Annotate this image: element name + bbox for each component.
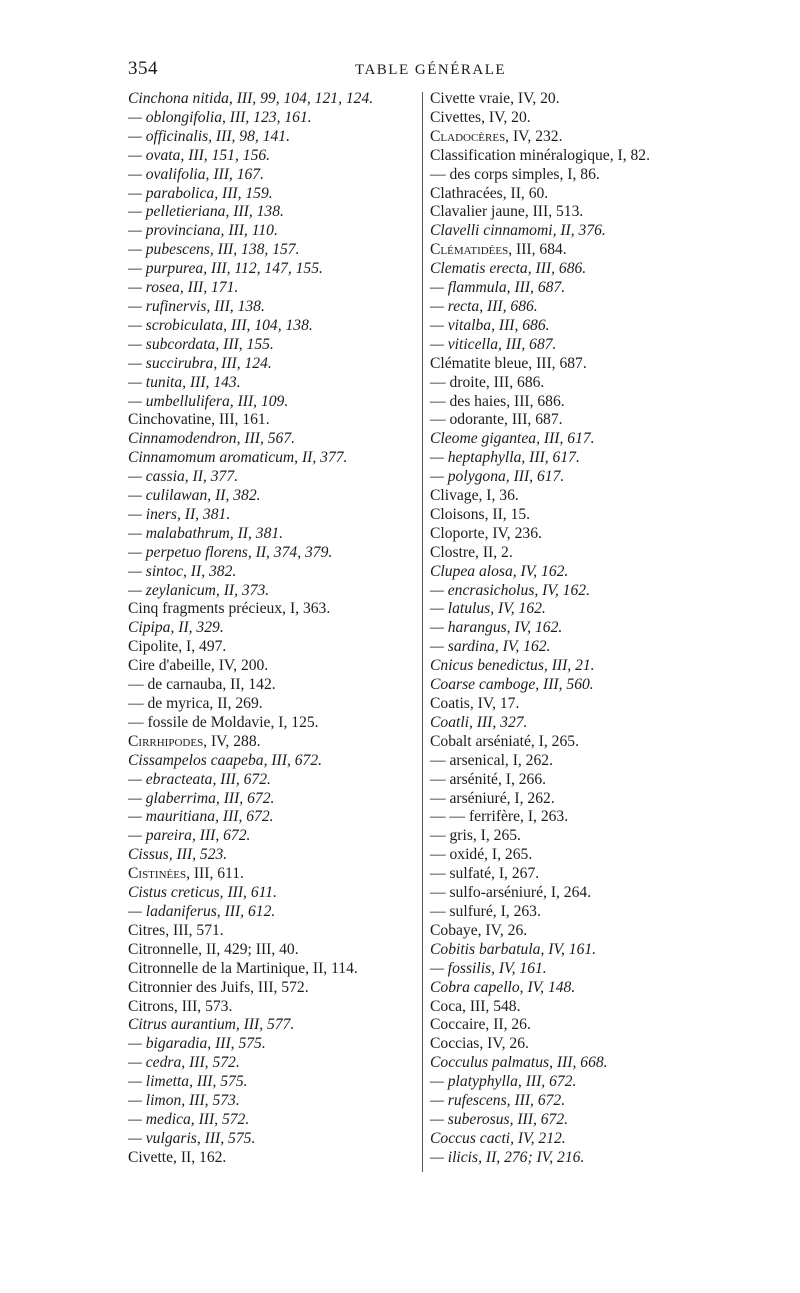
index-entry: — fossile de Moldavie, I, 125. xyxy=(128,713,319,731)
index-entry: Clavelli cinnamomi, II, 376. xyxy=(430,222,606,240)
index-entry: Cistus creticus, III, 611. xyxy=(128,884,277,902)
index-entry: — glaberrima, III, 672. xyxy=(128,789,275,807)
index-entry: Clematis erecta, III, 686. xyxy=(430,260,587,278)
index-entry: — iners, II, 381. xyxy=(128,505,231,523)
index-entry: Cinchona nitida, III, 99, 104, 121, 124. xyxy=(128,90,374,107)
index-entry: — droite, III, 686. xyxy=(430,373,545,391)
index-entry: Citrons, III, 573. xyxy=(128,997,233,1015)
index-entry: — sardina, IV, 162. xyxy=(430,638,551,656)
index-entry: — platyphylla, III, 672. xyxy=(430,1073,577,1091)
index-entry: — provinciana, III, 110. xyxy=(128,222,278,240)
index-entry: Cladocères, IV, 232. xyxy=(430,127,563,145)
page-number: 354 xyxy=(128,58,158,79)
index-entry: — de myrica, II, 269. xyxy=(128,695,263,712)
index-entry: — des corps simples, I, 86. xyxy=(430,165,600,183)
index-entry: Cobaye, IV, 26. xyxy=(430,921,528,939)
column-divider xyxy=(422,92,423,1172)
index-entry: Cire d'abeille, IV, 200. xyxy=(128,657,269,675)
index-entry: — ilicis, II, 276; IV, 216. xyxy=(430,1148,585,1166)
index-entry: Citronnelle de la Martinique, II, 114. xyxy=(128,959,358,977)
index-entry: — tunita, III, 143. xyxy=(128,373,241,391)
index-entry: Cipolite, I, 497. xyxy=(128,638,227,656)
index-entry: Clématidées, III, 684. xyxy=(430,241,567,259)
index-entry: Citres, III, 571. xyxy=(128,921,224,939)
index-entry: Cocculus palmatus, III, 668. xyxy=(430,1054,608,1072)
index-entry: — des haies, III, 686. xyxy=(430,392,565,410)
index-entry: Coca, III, 548. xyxy=(430,997,521,1015)
index-entry: — limetta, III, 575. xyxy=(128,1073,248,1091)
index-entry: — ovalifolia, III, 167. xyxy=(128,165,264,183)
index-entry: Cobra capello, IV, 148. xyxy=(430,978,576,996)
index-entry: — rosea, III, 171. xyxy=(128,279,239,297)
index-entry: — — ferrifère, I, 263. xyxy=(430,808,569,826)
index-entry: — zeylanicum, II, 373. xyxy=(128,581,270,599)
index-entry: — parabolica, III, 159. xyxy=(128,184,273,202)
index-entry: — cedra, III, 572. xyxy=(128,1054,240,1072)
index-entry: Clivage, I, 36. xyxy=(430,487,519,505)
index-entry: Clostre, II, 2. xyxy=(430,543,513,561)
index-entry: — bigaradia, III, 575. xyxy=(128,1035,266,1053)
index-entry: Clavalier jaune, III, 513. xyxy=(430,203,584,221)
index-entry: Cinchovatine, III, 161. xyxy=(128,411,270,429)
index-entry: — culilawan, II, 382. xyxy=(128,487,261,505)
index-entry: — rufinervis, III, 138. xyxy=(128,297,265,315)
index-entry: Coccaire, II, 26. xyxy=(430,1016,531,1034)
index-entry: Cissus, III, 523. xyxy=(128,846,228,864)
index-entry: Cleome gigantea, III, 617. xyxy=(430,430,595,448)
index-entry: — encrasicholus, IV, 162. xyxy=(430,581,590,599)
index-entry: — vulgaris, III, 575. xyxy=(128,1129,256,1147)
index-entry: Cloisons, II, 15. xyxy=(430,505,531,523)
index-entry: Clématite bleue, III, 687. xyxy=(430,354,587,372)
index-entry: — polygona, III, 617. xyxy=(430,468,565,486)
index-entry: Civettes, IV, 20. xyxy=(430,108,531,126)
index-entry: — viticella, III, 687. xyxy=(430,335,557,353)
index-entry: Cistinées, III, 611. xyxy=(128,865,244,883)
index-entry: Coccias, IV, 26. xyxy=(430,1035,529,1053)
index-entry: — pareira, III, 672. xyxy=(128,827,251,845)
index-entry: Cipipa, II, 329. xyxy=(128,619,224,637)
index-entry: — oxidé, I, 265. xyxy=(430,846,533,864)
index-entry: Coarse camboge, III, 560. xyxy=(430,676,594,694)
index-entry: — suberosus, III, 672. xyxy=(430,1110,569,1128)
index-entry: — pelletieriana, III, 138. xyxy=(128,203,284,221)
index-entry: — mauritiana, III, 672. xyxy=(128,808,274,826)
index-entry: Cnicus benedictus, III, 21. xyxy=(430,657,595,675)
index-entry: — recta, III, 686. xyxy=(430,297,538,315)
index-entry: — harangus, IV, 162. xyxy=(430,619,563,637)
index-entry: — heptaphylla, III, 617. xyxy=(430,449,580,467)
index-entry: Clathracées, II, 60. xyxy=(430,184,549,202)
index-entry: — rufescens, III, 672. xyxy=(430,1092,566,1110)
index-entry: Cobalt arséniaté, I, 265. xyxy=(430,732,579,750)
index-entry: — perpetuo florens, II, 374, 379. xyxy=(128,543,333,561)
index-entry: — subcordata, III, 155. xyxy=(128,335,274,353)
index-entry: — limon, III, 573. xyxy=(128,1092,240,1110)
index-entry: — medica, III, 572. xyxy=(128,1110,250,1128)
index-entry: Citrus aurantium, III, 577. xyxy=(128,1016,295,1034)
index-entry: — ebracteata, III, 672. xyxy=(128,770,271,788)
index-entry: Cinnamodendron, III, 567. xyxy=(128,430,296,448)
index-entry: Cissampelos caapeba, III, 672. xyxy=(128,751,323,769)
index-entry: Clupea alosa, IV, 162. xyxy=(430,562,569,580)
index-entry: — odorante, III, 687. xyxy=(430,411,563,429)
index-entry: — arsenical, I, 262. xyxy=(430,751,553,769)
index-entry: Coatis, IV, 17. xyxy=(430,695,520,712)
index-entry: — gris, I, 265. xyxy=(430,827,521,845)
index-entry: Coccus cacti, IV, 212. xyxy=(430,1129,566,1147)
index-entry: — sulfo-arséniuré, I, 264. xyxy=(430,884,592,902)
index-column-right xyxy=(430,90,720,1168)
index-entry: — scrobiculata, III, 104, 138. xyxy=(128,316,313,334)
index-entry: — oblongifolia, III, 123, 161. xyxy=(128,108,312,126)
index-entry: — de carnauba, II, 142. xyxy=(128,676,276,694)
index-entry: — ladaniferus, III, 612. xyxy=(128,902,276,920)
index-entry: Cinnamomum aromaticum, II, 377. xyxy=(128,449,348,467)
index-entry: Cloporte, IV, 236. xyxy=(430,524,542,542)
index-entry: — pubescens, III, 138, 157. xyxy=(128,241,300,259)
index-entry: — ovata, III, 151, 156. xyxy=(128,146,271,164)
index-entry: — umbellulifera, III, 109. xyxy=(128,392,289,410)
index-entry: Cinq fragments précieux, I, 363. xyxy=(128,600,331,618)
running-head: TABLE GÉNÉRALE xyxy=(355,62,507,78)
index-entry: — purpurea, III, 112, 147, 155. xyxy=(128,260,323,278)
index-entry: Citronnelle, II, 429; III, 40. xyxy=(128,940,299,958)
index-entry: Civette, II, 162. xyxy=(128,1148,227,1166)
index-entry: — arséniuré, I, 262. xyxy=(430,789,555,807)
index-entry: — succirubra, III, 124. xyxy=(128,354,272,372)
index-entry: — cassia, II, 377. xyxy=(128,468,239,486)
index-entry: — fossilis, IV, 161. xyxy=(430,959,547,977)
index-entry: — sulfuré, I, 263. xyxy=(430,902,541,920)
index-entry: Classification minéralogique, I, 82. xyxy=(430,146,650,164)
index-entry: — latulus, IV, 162. xyxy=(430,600,546,618)
index-entry: — sulfaté, I, 267. xyxy=(430,865,540,883)
index-entry: Cirrhipodes, IV, 288. xyxy=(128,732,261,750)
index-entry: — vitalba, III, 686. xyxy=(430,316,550,334)
index-entry: — arsénité, I, 266. xyxy=(430,770,547,788)
index-entry: — sintoc, II, 382. xyxy=(128,562,237,580)
index-entry: Coatli, III, 327. xyxy=(430,713,528,731)
index-entry: — flammula, III, 687. xyxy=(430,279,566,297)
index-entry: — officinalis, III, 98, 141. xyxy=(128,127,290,145)
index-entry: — malabathrum, II, 381. xyxy=(128,524,284,542)
index-entry: Citronnier des Juifs, III, 572. xyxy=(128,978,309,996)
index-entry: Cobitis barbatula, IV, 161. xyxy=(430,940,597,958)
index-entry: Civette vraie, IV, 20. xyxy=(430,90,560,107)
index-column-left xyxy=(128,90,418,1168)
